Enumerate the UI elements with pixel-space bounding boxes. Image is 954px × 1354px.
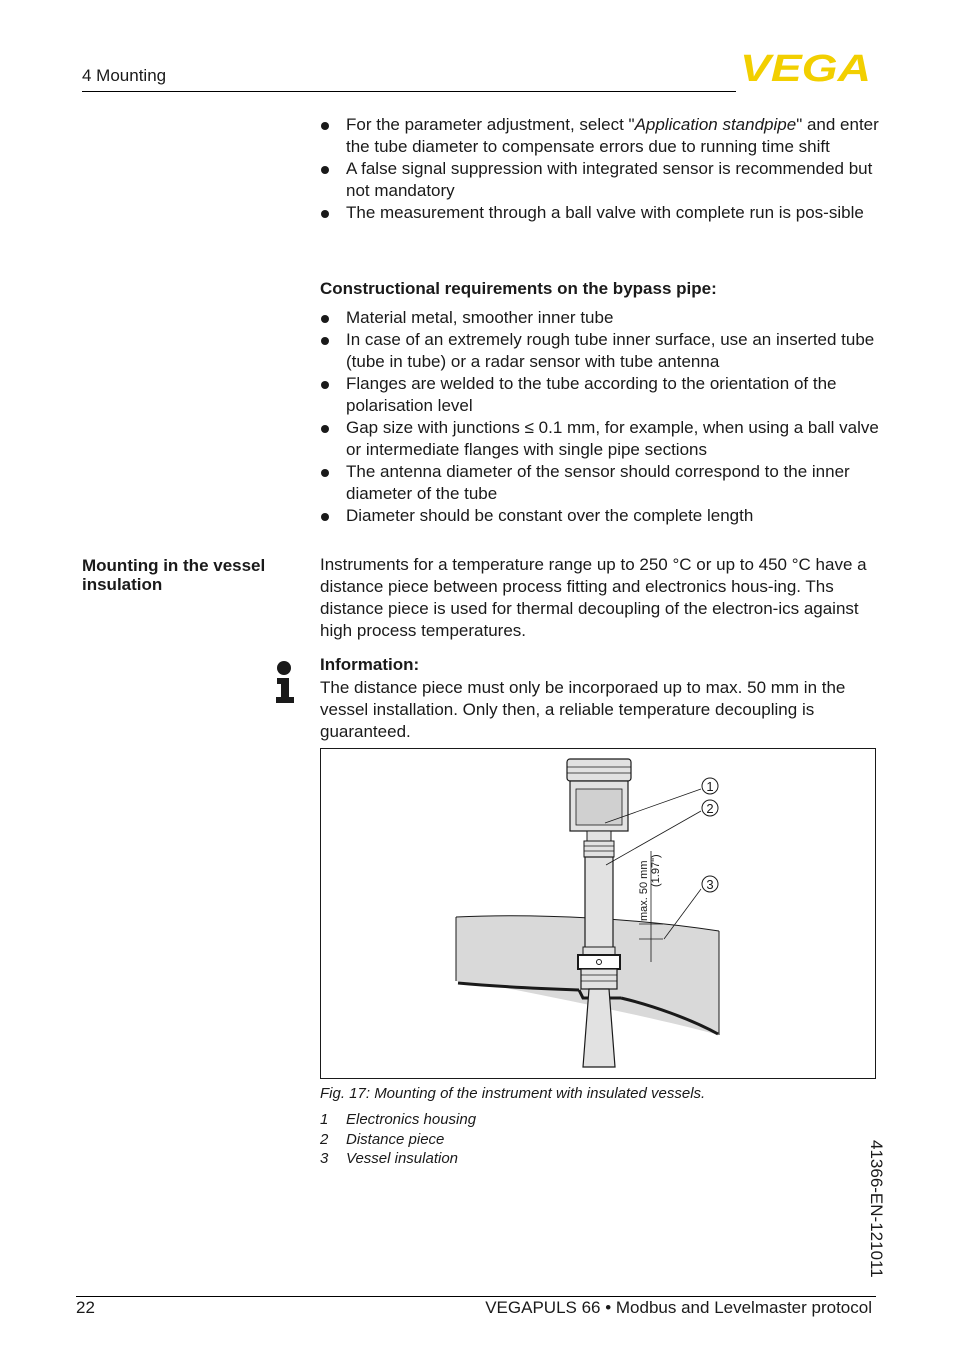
dimension-label-mm: max. 50 mm [638,860,650,921]
housing-cap [567,759,631,781]
figure-caption: Fig. 17: Mounting of the instrument with insulated vessels. [320,1085,706,1102]
figure-legend [320,1110,476,1169]
list-item: Material metal, smoother inner tube [320,307,880,329]
list-item: The measurement through a ball valve with complete run is pos-sible [320,202,880,224]
legend-item: 3 Vessel insulation [320,1150,459,1167]
bypass-bullet-list [320,307,880,527]
footer-divider [76,1296,876,1297]
info-icon [272,660,298,704]
callout-2-label: 2 [706,801,714,816]
distance-piece [585,857,613,951]
mounting-diagram [321,749,875,1078]
insulation-paragraph: Instruments for a temperature range up to 250 °C or up to 450 °C have a distance piece between process fitting and electronics hous-ing. Ths distance piece is used for thermal decoupling of the electron-ics against high process temperatures. [320,555,867,640]
header-divider [82,91,736,92]
list-item: The antenna diameter of the sensor should correspond to the inner diameter of the tube [320,461,880,505]
callout-1-label: 1 [706,779,714,794]
mounting-figure [320,748,876,1079]
callout-3-label: 3 [706,877,714,892]
list-item: For the parameter adjustment, select "Application standpipe" and enter the tube diameter to compensate errors due to running time shift [320,114,880,158]
horn-antenna [583,989,615,1067]
list-item: In case of an extremely rough tube inner surface, use an inserted tube (tube in tube) or a radar sensor with tube antenna [320,329,880,373]
document-id: 41366-EN-121011 [867,1140,886,1278]
dimension-label-inch: (1.97") [650,854,662,887]
list-item: Diameter should be constant over the complete length [320,505,880,527]
footer-title: VEGAPULS 66 • Modbus and Levelmaster protocol [485,1298,872,1317]
header-section-title: 4 Mounting [82,66,167,85]
legend-item: 2 Distance piece [320,1130,445,1148]
list-item: A false signal suppression with integrated sensor is recommended but not mandatory [320,158,880,202]
vega-logo-text: VEGA [740,52,871,84]
process-fitting [578,955,620,969]
information-text: The distance piece must only be incorporaed up to max. 50 mm in the vessel installation. Only then, a reliable temperature decoupling is guaranteed. [320,678,846,741]
list-item: Gap size with junctions ≤ 0.1 mm, for example, when using a ball valve or intermediate flanges with single pipe sections [320,417,880,461]
side-heading-vessel-insulation: Mounting in the vessel insulation [82,556,266,594]
application-bullet-list [320,114,880,224]
information-title: Information: [320,655,420,674]
list-item: Flanges are welded to the tube according to the orientation of the polarisation level [320,373,880,417]
bypass-requirements-heading: Constructional requirements on the bypass pipe: [320,279,717,298]
legend-item: 1 Electronics housing [320,1111,477,1128]
vega-logo [740,52,873,84]
page-number: 22 [76,1298,95,1317]
